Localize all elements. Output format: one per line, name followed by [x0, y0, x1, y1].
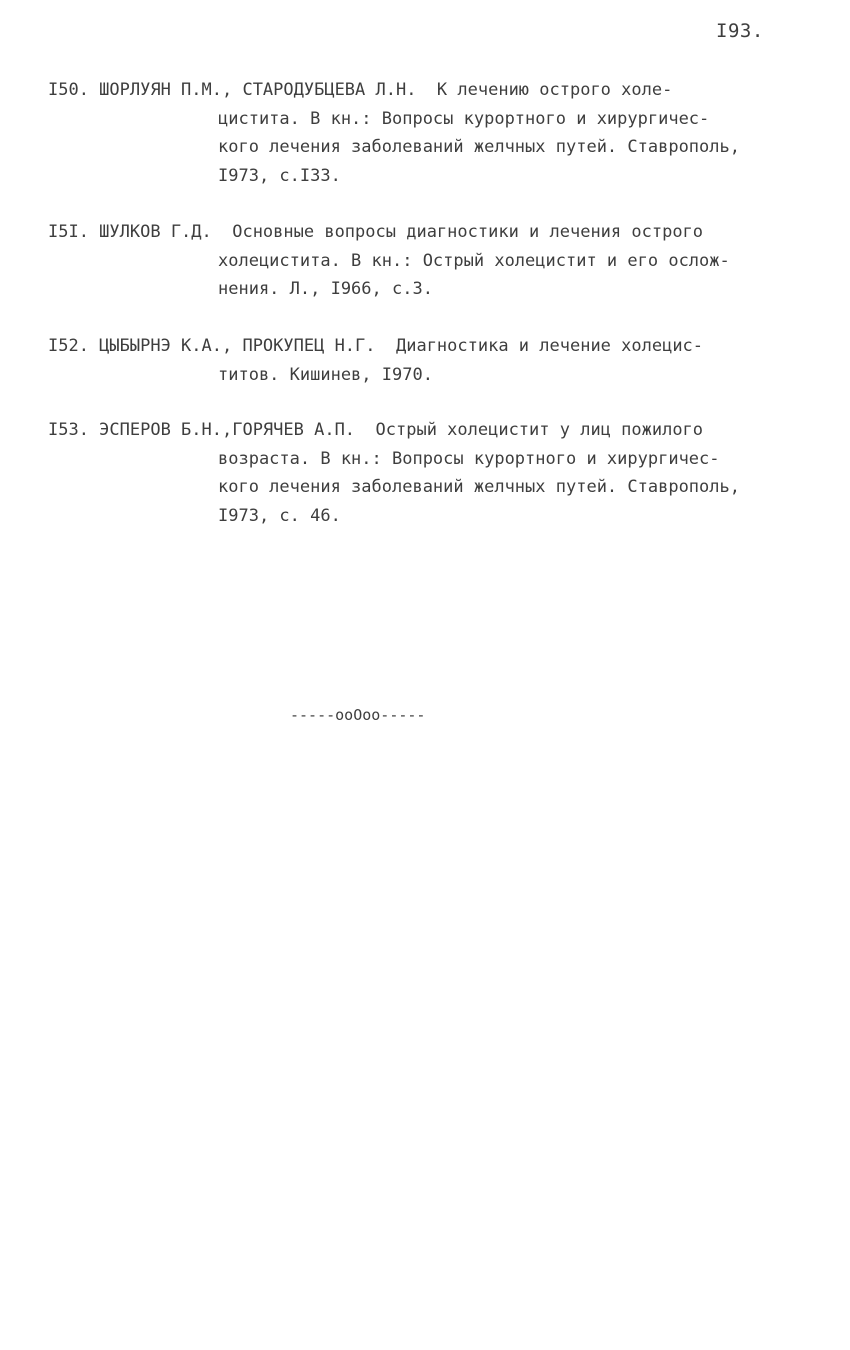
- end-separator: -----ooOoo-----: [290, 706, 426, 724]
- entry-151-line-3: нения. Л., I966, с.3.: [218, 279, 433, 299]
- entry-152-line-1: I52. ЦЫБЫРНЭ К.А., ПРОКУПЕЦ Н.Г. Диагностика и лечение холецис-: [48, 336, 704, 356]
- entry-153-line-2: возраста. В кн.: Вопросы курортного и хирургичес-: [218, 448, 720, 469]
- entry-152-line-2: титов. Кишинев, I970.: [218, 364, 433, 385]
- entry-151-line-1: I5I. ШУЛКОВ Г.Д. Основные вопросы диагностики и лечения острого: [48, 222, 704, 242]
- bibliography-entry-153: [48, 416, 818, 530]
- bibliography-entry-150: [48, 76, 818, 190]
- bibliography-entry-151: [48, 218, 818, 304]
- bibliography-entry-152: [48, 332, 818, 389]
- entry-153-line-4: I973, с. 46.: [218, 505, 341, 526]
- entry-153-line-3: кого лечения заболеваний желчных путей. Ставрополь,: [218, 477, 740, 497]
- entry-150-line-1: I50. ШОРЛУЯН П.М., СТАРОДУБЦЕВА Л.Н. К лечению острого холе-: [48, 80, 673, 100]
- entry-150-line-2: цистита. В кн.: Вопросы курортного и хирургичес-: [218, 108, 710, 129]
- page-number: I93.: [716, 20, 764, 42]
- entry-150-line-4: I973, с.I33.: [218, 165, 341, 186]
- entry-151-line-2: холецистита. В кн.: Острый холецистит и его ослож-: [218, 250, 730, 271]
- entry-150-line-3: кого лечения заболеваний желчных путей. Ставрополь,: [218, 137, 740, 157]
- entry-153-line-1: I53. ЭСПЕРОВ Б.Н.,ГОРЯЧЕВ А.П. Острый холецистит у лиц пожилого: [48, 420, 704, 440]
